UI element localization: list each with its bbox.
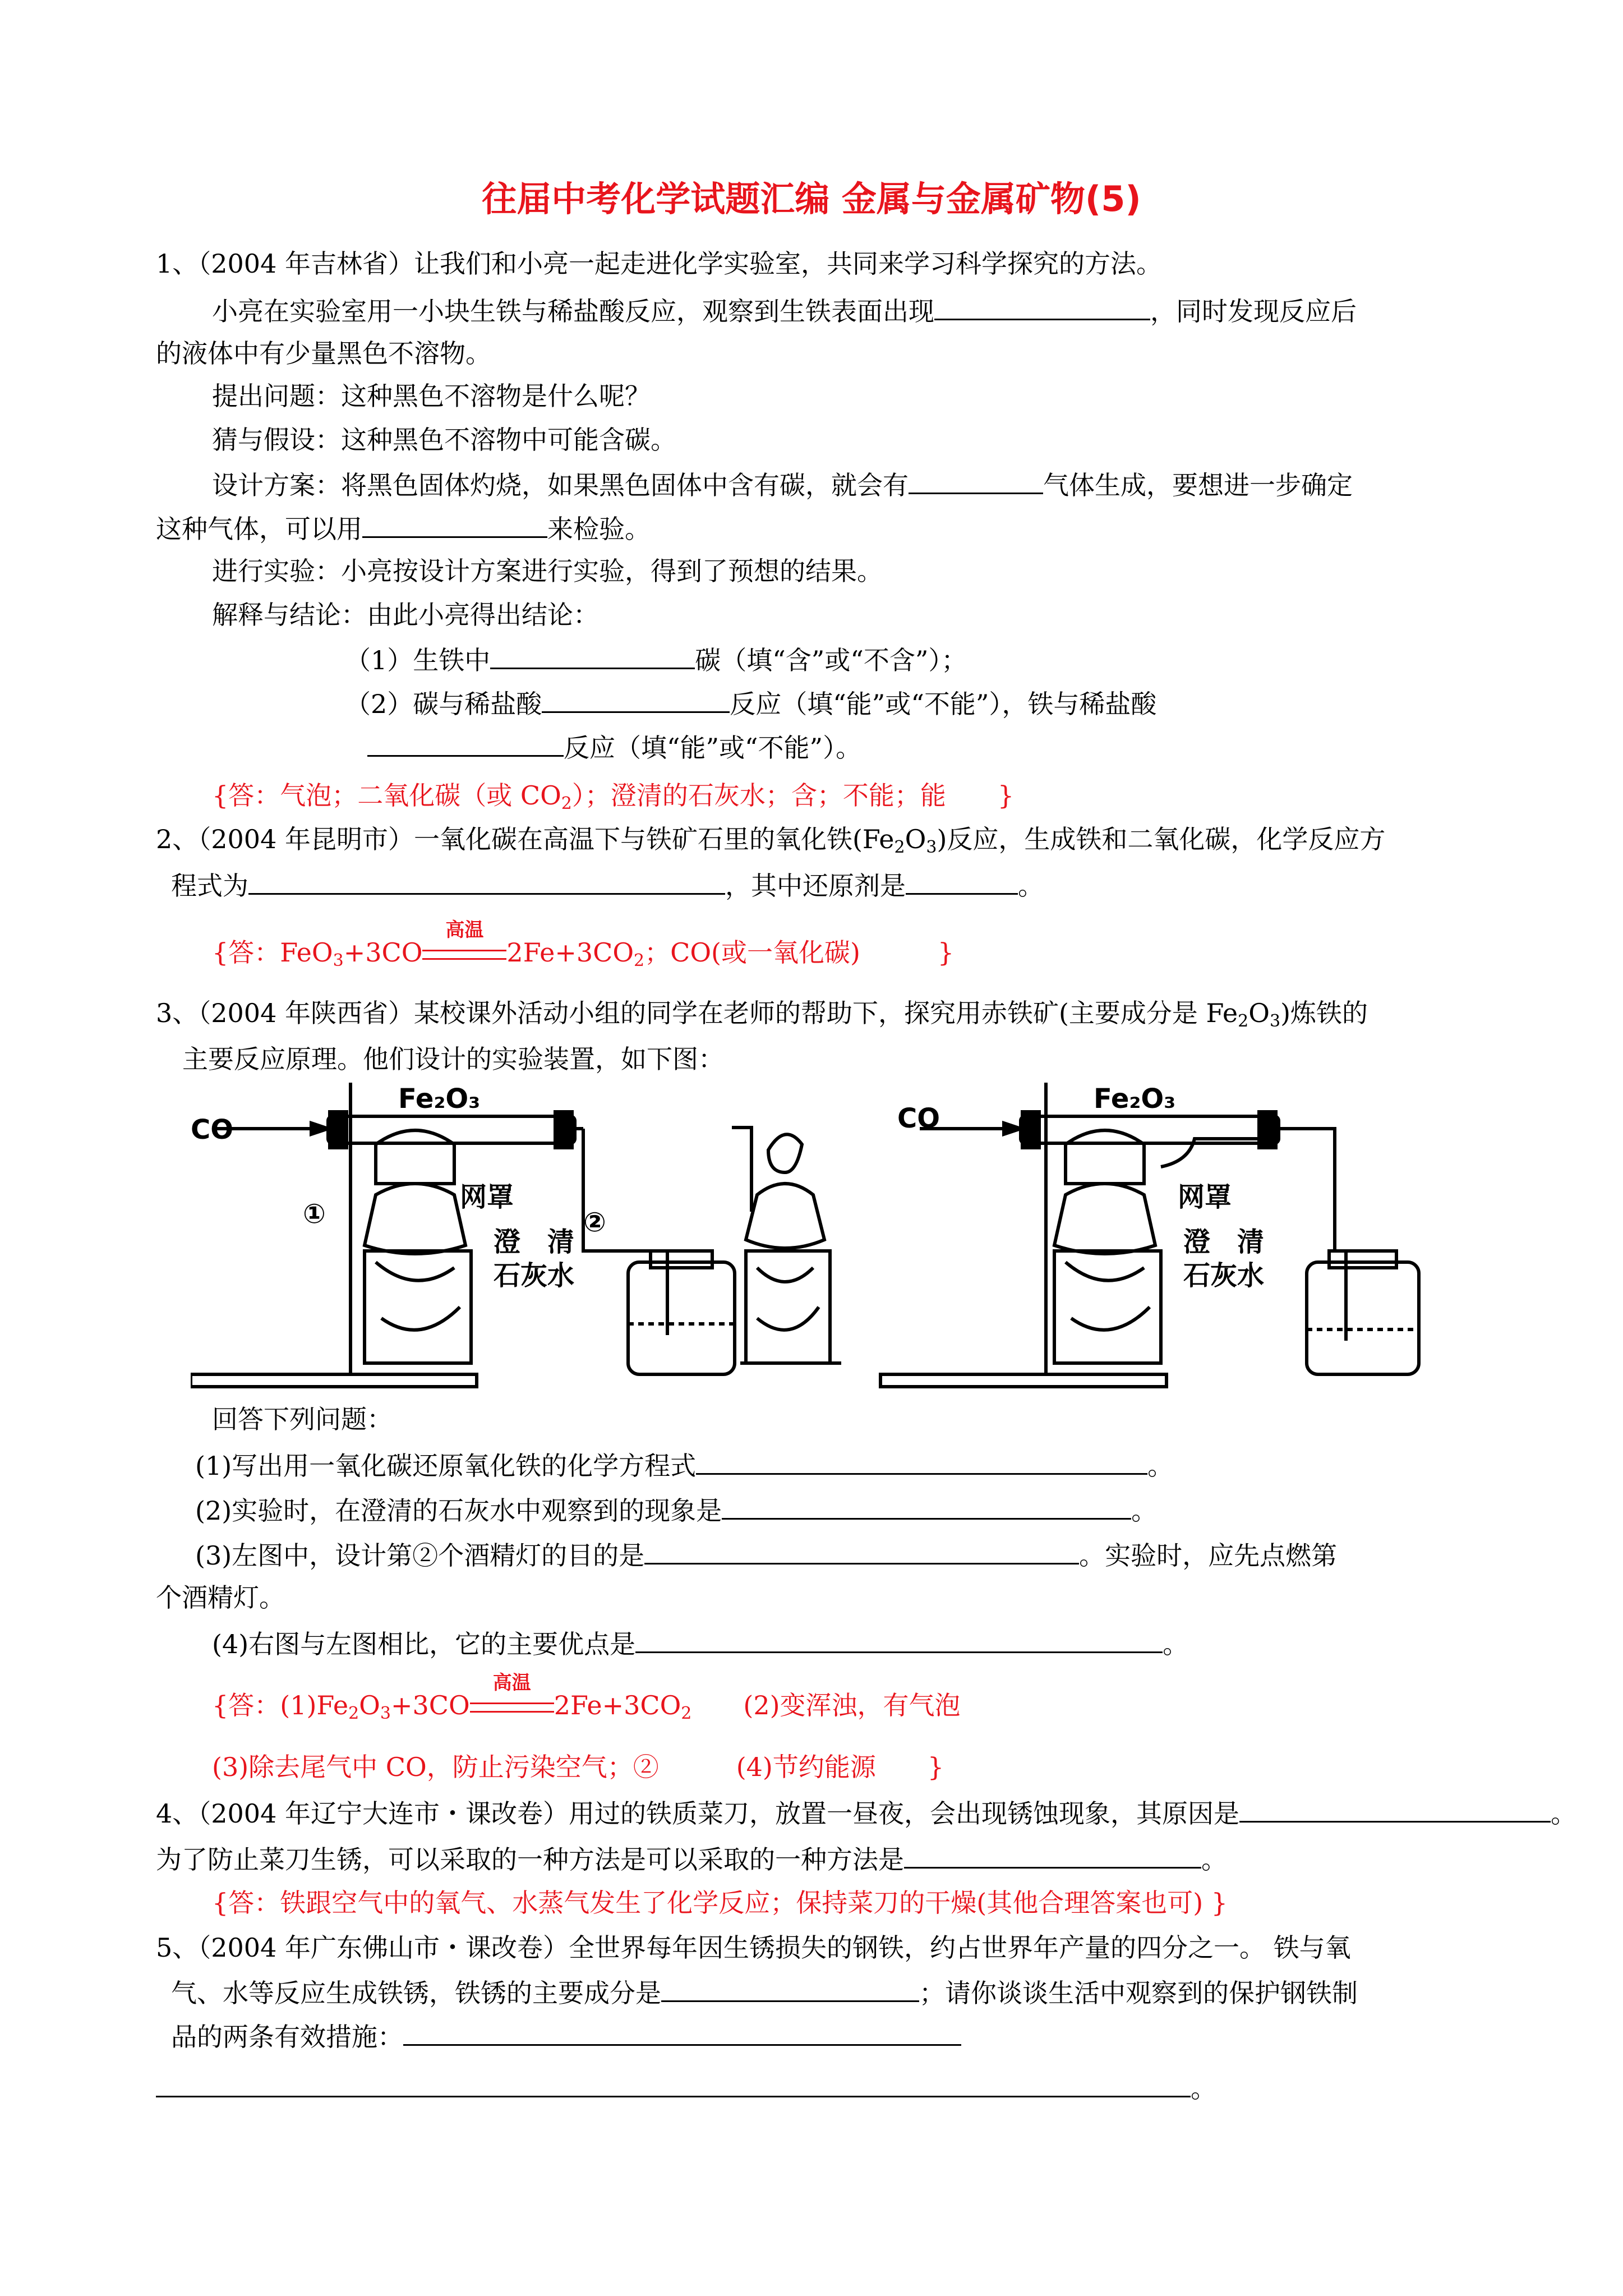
answer-blank[interactable]	[909, 467, 1043, 494]
q1-line2: 小亮在实验室用一小块生铁与稀盐酸反应，观察到生铁表面出现 ，同时发现反应后	[212, 293, 1357, 328]
limewater-bottle-right	[1307, 1262, 1419, 1374]
limewater-label-right-1: 澄 清	[1183, 1226, 1265, 1258]
delivery-tube-right	[1279, 1129, 1346, 1341]
answer-blank[interactable]	[722, 1492, 1131, 1520]
gauze-label-right: 网罩	[1178, 1181, 1232, 1213]
gauze-label-left: 网罩	[460, 1181, 514, 1213]
q3-stem: 3、（2004 年陕西省）某校课外活动小组的同学在老师的帮助下，探究用赤铁矿(主要成分是 $Fe_2O_3$)炼铁的	[156, 998, 1368, 1031]
q3-sub4: (4)右图与左图相比，它的主要优点是 。	[212, 1626, 1188, 1661]
answer-blank[interactable]	[934, 293, 1150, 320]
answer-blank[interactable]	[403, 2018, 961, 2046]
co-label-left: CO	[191, 1114, 234, 1145]
q1-answer: {答：气泡；二氧化碳（或 $CO_2$）；澄清的石灰水；含；不能；能 }	[212, 780, 1015, 813]
lamp-1-label: ①	[303, 1198, 326, 1230]
q5-line3: 品的两条有效措施：	[171, 2018, 961, 2054]
fe2o3-label-right: Fe₂O₃	[1094, 1083, 1176, 1115]
q2-answer: {答：FeO$_3$+3CO 高温 $2Fe+3CO_2$；CO(或一氧化碳) }	[212, 919, 955, 970]
q1-question: 提出问题：这种黑色不溶物是什么呢？	[212, 381, 651, 411]
q4-line2: 为了防止菜刀生锈，可以采取的一种方法是可以采取的一种方法是 。	[156, 1841, 1227, 1876]
q3-answer-1: {答：$(1)Fe_2O_3+3CO$ 高温 $2Fe+3CO_2$ (2)变浑浊，有气泡	[212, 1672, 961, 1723]
answer-blank[interactable]	[696, 1447, 1147, 1475]
q1-conclusion-3: 反应（填“能”或“不能”）。	[367, 729, 861, 765]
q5-line2: 气、水等反应生成铁锈，铁锈的主要成分是 ；请你谈谈生活中观察到的保护钢铁制	[171, 1975, 1358, 2010]
combustion-tube-left	[328, 1116, 575, 1143]
limewater-label-left-2: 石灰水	[494, 1260, 575, 1291]
answer-blank[interactable]	[362, 510, 547, 538]
q4-answer: {答：铁跟空气中的氧气、水蒸气发生了化学反应；保持菜刀的干燥(其他合理答案也可) }	[212, 1888, 1228, 1918]
q2-stem: 2、（2004 年昆明市）一氧化碳在高温下与铁矿石里的氧化铁$(Fe_2O_3)$反应，生成铁和二氧化碳，化学反应方	[156, 824, 1386, 857]
q1-design: 设计方案：将黑色固体灼烧，如果黑色固体中含有碳，就会有 气体生成，要想进一步确定	[212, 467, 1353, 502]
q2-line2: 程式为 ，其中还原剂是 。	[171, 867, 1044, 903]
q1-hypothesis: 猜与假设：这种黑色不溶物中可能含碳。	[212, 425, 676, 455]
q3-sub1: (1)写出用一氧化碳还原氧化铁的化学方程式 。	[195, 1447, 1173, 1483]
reaction-condition: 高温	[422, 936, 506, 969]
answer-blank[interactable]	[906, 867, 1018, 895]
limewater-label-left-1: 澄 清	[494, 1226, 575, 1258]
lamp-2-label: ②	[583, 1207, 606, 1238]
co-label-right: CO	[897, 1103, 940, 1134]
reaction-condition: 高温	[470, 1688, 554, 1722]
fe2o3-label-left: Fe₂O₃	[398, 1083, 481, 1115]
limewater-label-right-2: 石灰水	[1183, 1260, 1265, 1291]
q3-sub3-cont: 个酒精灯。	[156, 1582, 285, 1613]
answer-blank[interactable]	[661, 1975, 919, 2002]
page-title: 往届中考化学试题汇编 金属与金属矿物(5)	[482, 178, 1141, 219]
alcohol-lamp-2	[746, 1184, 824, 1248]
q1-line7: 这种气体，可以用 来检验。	[156, 510, 651, 546]
alcohol-lamp-1	[365, 1184, 465, 1254]
q3-answer-prompt: 回答下列问题：	[212, 1404, 393, 1434]
q1-conclusion-1: （1）生铁中 碳（填“含”或“不含”）；	[345, 642, 967, 677]
apparatus-figure	[191, 1083, 1458, 1397]
answer-blank[interactable]	[904, 1841, 1201, 1869]
stand-base-left	[191, 1374, 477, 1387]
wire-gauze-left	[376, 1130, 454, 1184]
answer-blank[interactable]	[248, 867, 725, 895]
q1-experiment: 进行实验：小亮按设计方案进行实验，得到了预想的结果。	[212, 556, 883, 586]
alcohol-lamp-right	[1054, 1184, 1155, 1254]
answer-blank[interactable]	[635, 1626, 1163, 1653]
answer-blank[interactable]	[1239, 1795, 1551, 1823]
answer-blank[interactable]	[156, 2070, 1191, 2097]
answer-blank[interactable]	[542, 685, 730, 713]
answer-blank[interactable]	[367, 729, 564, 757]
q5-line4: 。	[156, 2070, 1216, 2105]
answer-blank[interactable]	[490, 642, 695, 669]
q1-conclusion: 解释与结论：由此小亮得出结论：	[212, 600, 599, 630]
answer-blank[interactable]	[644, 1537, 1079, 1565]
limewater-bottle-left	[628, 1262, 735, 1374]
q4-stem: 4、（2004 年辽宁大连市・课改卷）用过的铁质菜刀，放置一昼夜，会出现锈蚀现象，其原因是 。	[156, 1795, 1576, 1830]
q3-line2: 主要反应原理。他们设计的实验装置，如下图：	[182, 1044, 724, 1074]
q1-stem: 1、（2004 年吉林省）让我们和小亮一起走进化学实验室，共同来学习科学探究的方法。	[156, 249, 1162, 279]
stand-base-right	[880, 1374, 1166, 1387]
q1-line3: 的液体中有少量黑色不溶物。	[156, 338, 491, 369]
q1-conclusion-2: （2）碳与稀盐酸 反应（填“能”或“不能”），铁与稀盐酸	[345, 685, 1156, 721]
q3-sub2: (2)实验时，在澄清的石灰水中观察到的现象是 。	[195, 1492, 1157, 1527]
flame-2	[768, 1134, 802, 1172]
q5-stem: 5、（2004 年广东佛山市・课改卷）全世界每年因生锈损失的钢铁，约占世界年产量的四分之一。 铁与氧	[156, 1932, 1351, 1963]
wire-gauze-right	[1066, 1130, 1144, 1184]
q3-answer-2: (3)除去尾气中 CO，防止污染空气；② (4)节约能源 }	[212, 1752, 944, 1782]
exhaust-tube-left	[732, 1128, 751, 1212]
q3-sub3: (3)左图中，设计第②个酒精灯的目的是 。实验时，应先点燃第	[195, 1537, 1337, 1572]
